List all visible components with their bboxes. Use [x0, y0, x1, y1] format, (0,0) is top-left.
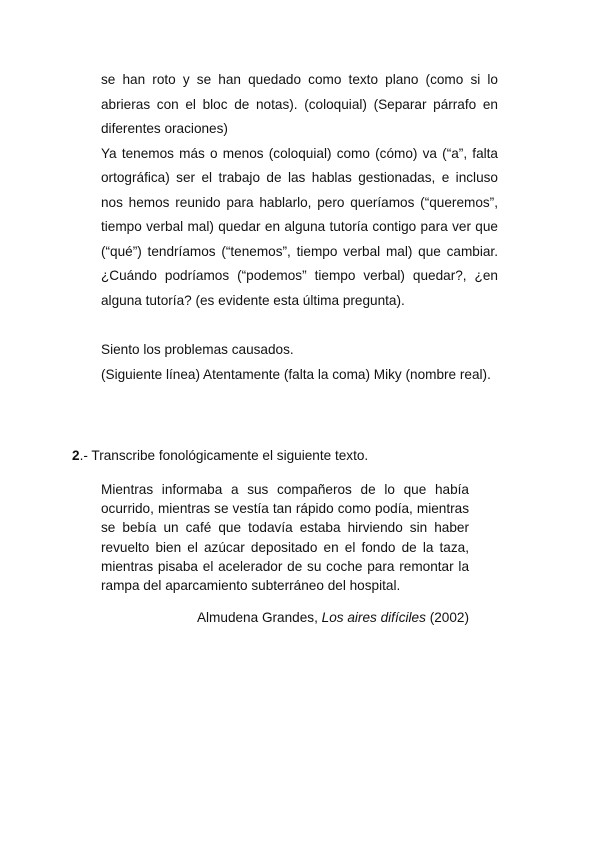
citation: [101, 608, 469, 627]
paragraph-4: (Siguiente línea) Atentamente (falta la coma) Miky (nombre real).: [101, 366, 491, 382]
citation-book: Los aires difíciles: [321, 610, 426, 625]
question-2: [72, 446, 492, 466]
citation-year: (2002): [429, 610, 469, 625]
quoted-text: [101, 480, 469, 595]
quote-body: Mientras informaba a sus compañeros de lo que había ocurrido, mientras se vestía tan rápido como podía, mientras se bebía un café que todavía estaba hirviendo sin haber revuelto bien el azúcar depositado en el fondo de la taza, mientras pisaba el acelerador de su coche para remontar la rampa del aparcamiento subterráneo del hospital.: [101, 482, 469, 594]
question-number: 2: [72, 448, 80, 463]
citation-author: Almudena Grandes,: [196, 610, 318, 625]
paragraph-1: se han roto y se han quedado como texto plano (como si lo abrieras con el bloc de notas). (coloquial) (Separar párrafo en diferentes oraciones): [101, 72, 498, 136]
question-text: .- Transcribe fonológicamente el siguiente texto.: [79, 448, 369, 463]
letter-corrections: [101, 68, 498, 387]
paragraph-gap: [101, 313, 498, 338]
paragraph-2: Ya tenemos más o menos (coloquial) como (cómo) va (“a”, falta ortográfica) ser el trabajo de las hablas gestionadas, e incluso nos hemos reunido para hablarlo, pero queríamos (“queremos”, tiempo verbal mal) quedar en alguna tutoría contigo para ver que (“qué”) tendríamos (“tenemos”, tiempo verbal mal) que cambiar. ¿Cuándo podríamos (“podemos” tiempo verbal) quedar?, ¿en alguna tutoría? (es evidente esta última pregunta).: [101, 145, 498, 308]
paragraph-3: Siento los problemas causados.: [101, 342, 294, 357]
